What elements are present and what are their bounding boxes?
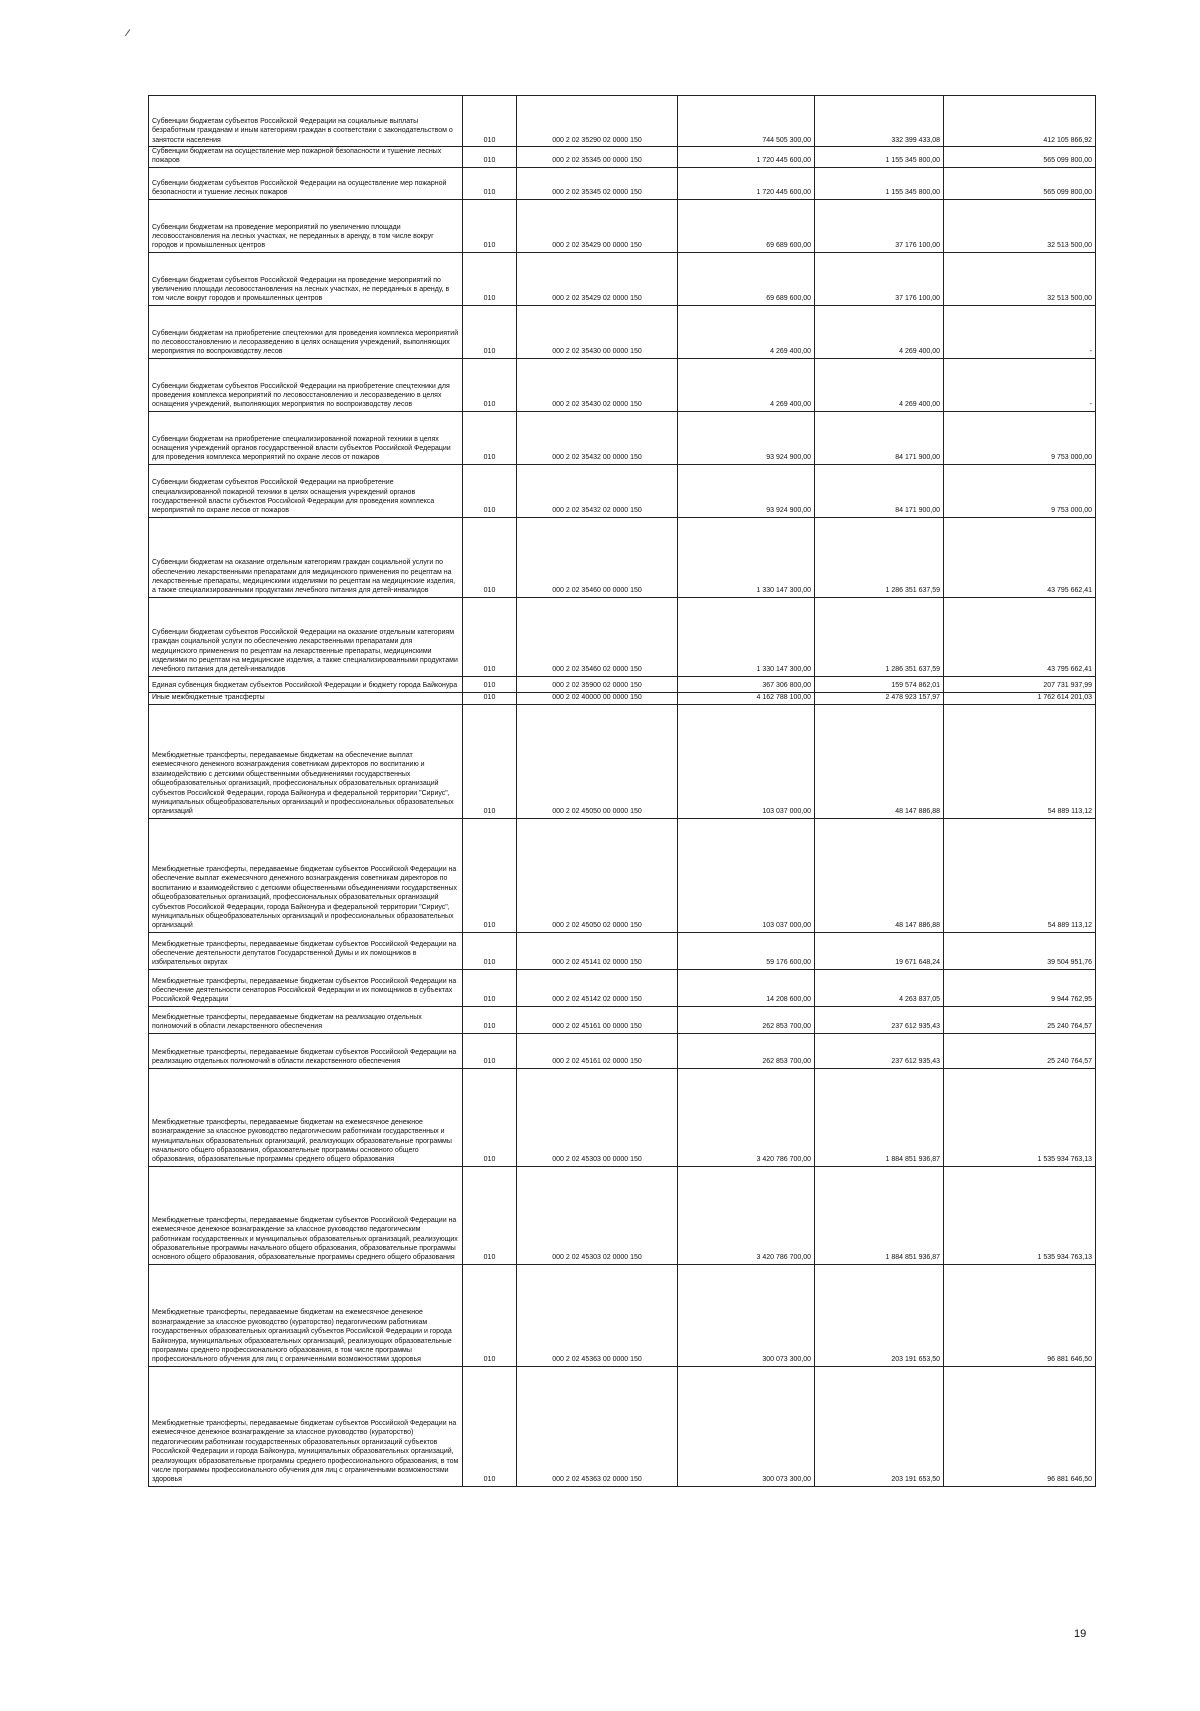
table-row [149, 1068, 1096, 1166]
row-name-cell: Межбюджетные трансферты, передаваемые бюджетам на реализацию отдельных полномочий в области лекарственного обеспечения [149, 1006, 463, 1033]
row-unexecuted-cell: 25 240 764,57 [944, 1033, 1096, 1068]
row-executed-cell: 48 147 886,88 [815, 818, 944, 932]
row-kbk-cell: 000 2 02 35430 00 0000 150 [517, 305, 678, 358]
row-code-cell: 010 [463, 692, 517, 704]
row-kbk-cell: 000 2 02 35429 00 0000 150 [517, 199, 678, 252]
row-unexecuted-cell: 32 513 500,00 [944, 252, 1096, 305]
row-assigned-cell: 4 269 400,00 [678, 305, 815, 358]
row-assigned-cell: 1 720 445 600,00 [678, 147, 815, 168]
row-unexecuted-cell: 207 731 937,99 [944, 676, 1096, 692]
row-executed-cell: 237 612 935,43 [815, 1033, 944, 1068]
row-code-cell: 010 [463, 96, 517, 147]
row-kbk-cell: 000 2 02 35345 00 0000 150 [517, 147, 678, 168]
row-name-cell: Субвенции бюджетам субъектов Российской Федерации на приобретение специализированной пожарной техники в целях оснащения учреждений органов государственной власти субъектов Российской Федерации для проведения комплекса мероприятий по охране лесов от пожаров [149, 464, 463, 517]
row-code-cell: 010 [463, 676, 517, 692]
table-row [149, 517, 1096, 597]
row-assigned-cell: 300 073 300,00 [678, 1264, 815, 1366]
table-row [149, 464, 1096, 517]
row-assigned-cell: 744 505 300,00 [678, 96, 815, 147]
row-kbk-cell: 000 2 02 35460 00 0000 150 [517, 517, 678, 597]
table-row [149, 358, 1096, 411]
row-name-cell: Субвенции бюджетам субъектов Российской Федерации на социальные выплаты безработным гражданам и иным категориям граждан в соответствии с законодательством о занятости населения [149, 96, 463, 147]
row-unexecuted-cell: - [944, 305, 1096, 358]
row-executed-cell: 37 176 100,00 [815, 199, 944, 252]
row-executed-cell: 203 191 653,50 [815, 1366, 944, 1486]
stray-pen-mark [125, 29, 131, 37]
row-code-cell: 010 [463, 358, 517, 411]
row-kbk-cell: 000 2 02 45050 02 0000 150 [517, 818, 678, 932]
row-name-cell: Межбюджетные трансферты, передаваемые бюджетам субъектов Российской Федерации на ежемесячное денежное вознаграждение за классное руководство (кураторство) педагогическим работникам государственных образовательных организаций субъектов Российской Федерации и города Байконура, муниципальных образовательных организаций, реализующих образовательные программы среднего профессионального образования, в том числе программы профессионального обучения для лиц с ограниченными возможностями здоровья [149, 1366, 463, 1486]
row-code-cell: 010 [463, 305, 517, 358]
row-assigned-cell: 367 306 800,00 [678, 676, 815, 692]
row-executed-cell: 203 191 653,50 [815, 1264, 944, 1366]
budget-table [148, 95, 1096, 1487]
row-code-cell: 010 [463, 1033, 517, 1068]
row-code-cell: 010 [463, 932, 517, 969]
row-kbk-cell: 000 2 02 35432 00 0000 150 [517, 411, 678, 464]
row-executed-cell: 1 286 351 637,59 [815, 597, 944, 676]
row-name-cell: Межбюджетные трансферты, передаваемые бюджетам на ежемесячное денежное вознаграждение за классное руководство (кураторство) педагогическим работникам государственных образовательных организаций субъектов Российской Федерации и города Байконура, муниципальных образовательных организаций, реализующих образовательные программы среднего профессионального образования, в том числе программы профессионального обучения для лиц с ограниченными возможностями здоровья [149, 1264, 463, 1366]
row-code-cell: 010 [463, 167, 517, 199]
row-unexecuted-cell: 565 099 800,00 [944, 167, 1096, 199]
row-unexecuted-cell: 1 762 614 201,03 [944, 692, 1096, 704]
row-executed-cell: 19 671 648,24 [815, 932, 944, 969]
row-unexecuted-cell: 1 535 934 763,13 [944, 1068, 1096, 1166]
row-name-cell: Субвенции бюджетам субъектов Российской Федерации на осуществление мер пожарной безопасности и тушение лесных пожаров [149, 167, 463, 199]
row-assigned-cell: 3 420 786 700,00 [678, 1166, 815, 1264]
row-kbk-cell: 000 2 02 40000 00 0000 150 [517, 692, 678, 704]
row-code-cell: 010 [463, 597, 517, 676]
row-name-cell: Субвенции бюджетам субъектов Российской Федерации на оказание отдельным категориям граждан социальной услуги по обеспечению лекарственными препаратами для медицинского применения по рецептам на лекарственные препараты, медицинскими изделиями по рецептам на медицинские изделия, а также специализированными продуктами лечебного питания для детей-инвалидов [149, 597, 463, 676]
row-code-cell: 010 [463, 1166, 517, 1264]
row-code-cell: 010 [463, 252, 517, 305]
row-assigned-cell: 69 689 600,00 [678, 252, 815, 305]
row-name-cell: Субвенции бюджетам субъектов Российской Федерации на проведение мероприятий по увеличению площади лесовосстановления на лесных участках, не переданных в аренду, в том числе вокруг городов и промышленных центров [149, 252, 463, 305]
table-body [149, 96, 1096, 1487]
row-assigned-cell: 4 269 400,00 [678, 358, 815, 411]
table-row [149, 167, 1096, 199]
row-code-cell: 010 [463, 517, 517, 597]
table-row [149, 818, 1096, 932]
table-row [149, 676, 1096, 692]
row-code-cell: 010 [463, 969, 517, 1006]
row-executed-cell: 1 884 851 936,87 [815, 1068, 944, 1166]
row-assigned-cell: 262 853 700,00 [678, 1006, 815, 1033]
row-unexecuted-cell: 9 753 000,00 [944, 464, 1096, 517]
row-kbk-cell: 000 2 02 35430 02 0000 150 [517, 358, 678, 411]
row-name-cell: Субвенции бюджетам на приобретение специализированной пожарной техники в целях оснащения учреждений органов государственной власти субъектов Российской Федерации для проведения комплекса мероприятий по охране лесов от пожаров [149, 411, 463, 464]
row-kbk-cell: 000 2 02 45141 02 0000 150 [517, 932, 678, 969]
row-executed-cell: 159 574 862,01 [815, 676, 944, 692]
row-unexecuted-cell: 25 240 764,57 [944, 1006, 1096, 1033]
row-name-cell: Межбюджетные трансферты, передаваемые бюджетам субъектов Российской Федерации на реализацию отдельных полномочий в области лекарственного обеспечения [149, 1033, 463, 1068]
row-code-cell: 010 [463, 818, 517, 932]
row-executed-cell: 37 176 100,00 [815, 252, 944, 305]
row-unexecuted-cell: 9 753 000,00 [944, 411, 1096, 464]
table-row [149, 199, 1096, 252]
row-assigned-cell: 103 037 000,00 [678, 704, 815, 818]
row-executed-cell: 84 171 900,00 [815, 411, 944, 464]
row-name-cell: Иные межбюджетные трансферты [149, 692, 463, 704]
row-name-cell: Межбюджетные трансферты, передаваемые бюджетам на обеспечение выплат ежемесячного денежного вознаграждения советникам директоров по воспитанию и взаимодействию с детскими общественными объединениями государственных общеобразовательных организаций, профессиональных образовательных организаций субъектов Российской Федерации, города Байконура и федеральной территории "Сириус", муниципальных общеобразовательных организаций и профессиональных образовательных организаций [149, 704, 463, 818]
row-executed-cell: 1 155 345 800,00 [815, 147, 944, 168]
row-assigned-cell: 4 162 788 100,00 [678, 692, 815, 704]
table-row [149, 411, 1096, 464]
row-assigned-cell: 59 176 600,00 [678, 932, 815, 969]
row-name-cell: Субвенции бюджетам на проведение мероприятий по увеличению площади лесовосстановления на лесных участках, не переданных в аренду, в том числе вокруг городов и промышленных центров [149, 199, 463, 252]
table-row [149, 252, 1096, 305]
row-assigned-cell: 93 924 900,00 [678, 464, 815, 517]
table-row [149, 96, 1096, 147]
row-kbk-cell: 000 2 02 45303 00 0000 150 [517, 1068, 678, 1166]
table-row [149, 932, 1096, 969]
row-name-cell: Субвенции бюджетам субъектов Российской Федерации на приобретение спецтехники для проведения комплекса мероприятий по лесовосстановлению и лесоразведению в целях оснащения учреждений, выполняющих мероприятия по воспроизводству лесов [149, 358, 463, 411]
row-kbk-cell: 000 2 02 45161 00 0000 150 [517, 1006, 678, 1033]
row-assigned-cell: 1 330 147 300,00 [678, 597, 815, 676]
row-unexecuted-cell: 96 881 646,50 [944, 1366, 1096, 1486]
row-assigned-cell: 1 720 445 600,00 [678, 167, 815, 199]
row-name-cell: Межбюджетные трансферты, передаваемые бюджетам субъектов Российской Федерации на обеспечение выплат ежемесячного денежного вознаграждения советникам директоров по воспитанию и взаимодействию с детскими общественными объединениями государственных общеобразовательных организаций, профессиональных образовательных организаций субъектов Российской Федерации, города Байконура и федеральной территории "Сириус", муниципальных общеобразовательных организаций и профессиональных образовательных организаций [149, 818, 463, 932]
row-kbk-cell: 000 2 02 35460 02 0000 150 [517, 597, 678, 676]
row-unexecuted-cell: - [944, 358, 1096, 411]
row-kbk-cell: 000 2 02 45363 00 0000 150 [517, 1264, 678, 1366]
row-executed-cell: 4 269 400,00 [815, 305, 944, 358]
row-assigned-cell: 3 420 786 700,00 [678, 1068, 815, 1166]
table-row [149, 704, 1096, 818]
table-row [149, 969, 1096, 1006]
table-row [149, 1006, 1096, 1033]
row-code-cell: 010 [463, 1006, 517, 1033]
row-executed-cell: 1 155 345 800,00 [815, 167, 944, 199]
row-code-cell: 010 [463, 1366, 517, 1486]
row-assigned-cell: 300 073 300,00 [678, 1366, 815, 1486]
row-kbk-cell: 000 2 02 45161 02 0000 150 [517, 1033, 678, 1068]
row-code-cell: 010 [463, 147, 517, 168]
budget-sheet [148, 95, 1096, 1487]
row-executed-cell: 4 269 400,00 [815, 358, 944, 411]
table-row [149, 305, 1096, 358]
row-assigned-cell: 103 037 000,00 [678, 818, 815, 932]
row-unexecuted-cell: 412 105 866,92 [944, 96, 1096, 147]
row-executed-cell: 2 478 923 157,97 [815, 692, 944, 704]
row-name-cell: Субвенции бюджетам на оказание отдельным категориям граждан социальной услуги по обеспечению лекарственными препаратами для медицинского применения по рецептам на лекарственные препараты, медицинскими изделиями по рецептам на медицинские изделия, а также специализированными продуктами лечебного питания для детей-инвалидов [149, 517, 463, 597]
row-unexecuted-cell: 54 889 113,12 [944, 704, 1096, 818]
table-row [149, 692, 1096, 704]
row-kbk-cell: 000 2 02 35345 02 0000 150 [517, 167, 678, 199]
row-assigned-cell: 262 853 700,00 [678, 1033, 815, 1068]
row-name-cell: Межбюджетные трансферты, передаваемые бюджетам субъектов Российской Федерации на ежемесячное денежное вознаграждение за классное руководство педагогическим работникам государственных и муниципальных образовательных организаций, реализующих образовательные программы начального общего образования, образовательные программы основного общего образования, образовательные программы среднего общего образования [149, 1166, 463, 1264]
row-assigned-cell: 93 924 900,00 [678, 411, 815, 464]
row-name-cell: Единая субвенция бюджетам субъектов Российской Федерации и бюджету города Байконура [149, 676, 463, 692]
row-unexecuted-cell: 54 889 113,12 [944, 818, 1096, 932]
row-kbk-cell: 000 2 02 45050 00 0000 150 [517, 704, 678, 818]
table-row [149, 1366, 1096, 1486]
row-executed-cell: 48 147 886,88 [815, 704, 944, 818]
row-code-cell: 010 [463, 1068, 517, 1166]
row-name-cell: Межбюджетные трансферты, передаваемые бюджетам субъектов Российской Федерации на обеспечение деятельности депутатов Государственной Думы и их помощников в избирательных округах [149, 932, 463, 969]
row-unexecuted-cell: 43 795 662,41 [944, 517, 1096, 597]
row-assigned-cell: 69 689 600,00 [678, 199, 815, 252]
row-name-cell: Межбюджетные трансферты, передаваемые бюджетам субъектов Российской Федерации на обеспечение деятельности сенаторов Российской Федерации и их помощников в субъектах Российской Федерации [149, 969, 463, 1006]
table-row [149, 1264, 1096, 1366]
row-code-cell: 010 [463, 1264, 517, 1366]
row-code-cell: 010 [463, 199, 517, 252]
row-executed-cell: 1 286 351 637,59 [815, 517, 944, 597]
page-number: 19 [1074, 1628, 1087, 1640]
row-kbk-cell: 000 2 02 35429 02 0000 150 [517, 252, 678, 305]
row-unexecuted-cell: 43 795 662,41 [944, 597, 1096, 676]
row-kbk-cell: 000 2 02 35900 02 0000 150 [517, 676, 678, 692]
table-row [149, 1166, 1096, 1264]
row-executed-cell: 332 399 433,08 [815, 96, 944, 147]
row-unexecuted-cell: 39 504 951,76 [944, 932, 1096, 969]
row-executed-cell: 1 884 851 936,87 [815, 1166, 944, 1264]
row-code-cell: 010 [463, 464, 517, 517]
row-kbk-cell: 000 2 02 45363 02 0000 150 [517, 1366, 678, 1486]
table-row [149, 597, 1096, 676]
row-kbk-cell: 000 2 02 35290 02 0000 150 [517, 96, 678, 147]
row-unexecuted-cell: 565 099 800,00 [944, 147, 1096, 168]
row-name-cell: Субвенции бюджетам на приобретение спецтехники для проведения комплекса мероприятий по лесовосстановлению и лесоразведению в целях оснащения учреждений, выполняющих мероприятия по воспроизводству лесов [149, 305, 463, 358]
row-kbk-cell: 000 2 02 45303 02 0000 150 [517, 1166, 678, 1264]
row-name-cell: Межбюджетные трансферты, передаваемые бюджетам на ежемесячное денежное вознаграждение за классное руководство педагогическим работникам государственных и муниципальных образовательных организаций, реализующих образовательные программы начального общего образования, образовательные программы основного общего образования, образовательные программы среднего общего образования [149, 1068, 463, 1166]
row-kbk-cell: 000 2 02 45142 02 0000 150 [517, 969, 678, 1006]
row-executed-cell: 4 263 837,05 [815, 969, 944, 1006]
row-code-cell: 010 [463, 704, 517, 818]
row-kbk-cell: 000 2 02 35432 02 0000 150 [517, 464, 678, 517]
row-executed-cell: 84 171 900,00 [815, 464, 944, 517]
row-unexecuted-cell: 9 944 762,95 [944, 969, 1096, 1006]
row-unexecuted-cell: 96 881 646,50 [944, 1264, 1096, 1366]
row-unexecuted-cell: 1 535 934 763,13 [944, 1166, 1096, 1264]
row-name-cell: Субвенции бюджетам на осуществление мер пожарной безопасности и тушение лесных пожаров [149, 147, 463, 168]
row-assigned-cell: 14 208 600,00 [678, 969, 815, 1006]
row-executed-cell: 237 612 935,43 [815, 1006, 944, 1033]
row-assigned-cell: 1 330 147 300,00 [678, 517, 815, 597]
row-unexecuted-cell: 32 513 500,00 [944, 199, 1096, 252]
table-row [149, 147, 1096, 168]
row-code-cell: 010 [463, 411, 517, 464]
table-row [149, 1033, 1096, 1068]
